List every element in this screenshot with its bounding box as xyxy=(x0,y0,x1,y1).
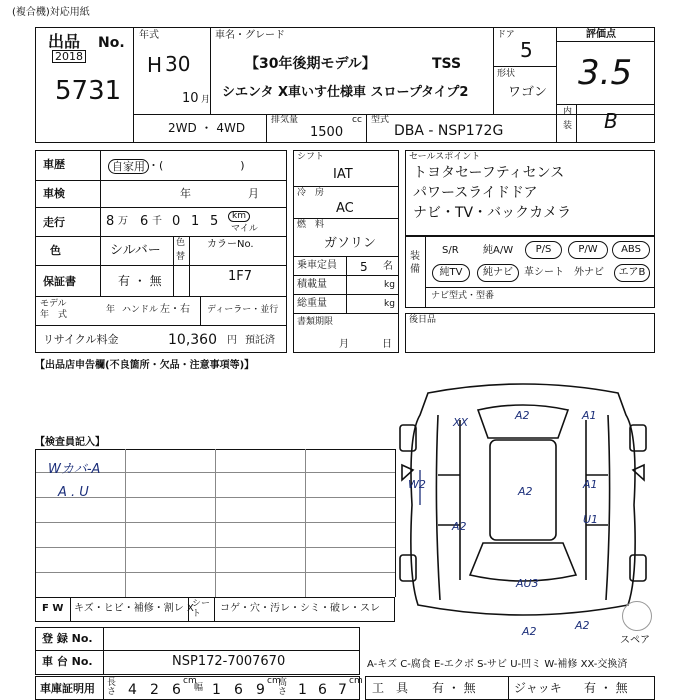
lot-no-label: No. xyxy=(98,35,125,51)
rear-items-box xyxy=(405,313,655,353)
damage-mark: A2 xyxy=(515,409,530,422)
expiry-label: 書類期限 xyxy=(297,317,334,327)
damage-mark: XX xyxy=(453,416,469,429)
mileage-unit-man: 万 xyxy=(118,216,128,227)
model-year-year: 年 xyxy=(106,305,116,315)
shaken-year: 年 xyxy=(180,187,191,200)
year-label: 年式 xyxy=(139,30,159,41)
capacity-label: 乗車定員 xyxy=(297,260,337,271)
year-value: 30 xyxy=(165,52,191,76)
spare-tire-icon xyxy=(622,601,652,631)
jack-label: ジャッキ xyxy=(514,681,562,695)
equip-genuine-tv: 純TV xyxy=(432,264,470,282)
width-digit: 9 xyxy=(256,682,265,698)
handle-value: 左・右 xyxy=(160,304,190,315)
inspector-note: A . U xyxy=(58,485,89,500)
model-label: 車名・グレード xyxy=(215,30,285,41)
spare-label: スペア xyxy=(620,635,650,646)
color-no-value: 1F7 xyxy=(228,269,253,284)
history-paren: ・( ) xyxy=(148,159,245,172)
length-unit: cm xyxy=(183,676,197,686)
damage-mark: A1 xyxy=(583,478,598,491)
lot-number: 5731 xyxy=(55,76,122,106)
sales-point-line: パワースライドドア xyxy=(413,185,538,201)
score-label: 評価点 xyxy=(586,29,616,40)
model-line2: シエンタ X車いす仕様車 スロープタイプ2 xyxy=(222,85,469,100)
sales-points-label: セールスポイント xyxy=(409,152,481,162)
interior-score: B xyxy=(604,109,618,133)
door-label: ドア xyxy=(497,30,515,40)
fuel-label: 燃 料 xyxy=(297,220,325,230)
jack-value: 有 ・ 無 xyxy=(584,681,628,695)
lot-year-badge: 2018 xyxy=(52,50,86,63)
lot-label: 出品 xyxy=(48,32,81,51)
recycle-unit: 円 xyxy=(227,335,237,346)
expiry-day: 日 xyxy=(382,339,392,350)
displacement-value: 1500 xyxy=(310,125,344,140)
tools-value: 有 ・ 無 xyxy=(432,681,476,695)
tools-label: 工 具 xyxy=(372,681,409,695)
year-era: H xyxy=(147,53,163,77)
recycle-value: 10,360 xyxy=(168,332,217,348)
dealer-label: ディーラー・並行 xyxy=(207,305,279,315)
interior-label-b: 装 xyxy=(563,121,573,131)
length-digit: 6 xyxy=(172,682,181,698)
year-month: 10 xyxy=(182,91,199,106)
aircon-label: 冷 房 xyxy=(297,188,325,198)
history-value: 自家用 xyxy=(108,159,149,174)
equip-power-window: P/W xyxy=(568,241,608,259)
recycle-label: リサイクル料金 xyxy=(43,333,119,346)
equip-sunroof: S/R xyxy=(442,245,459,256)
equip-power-steering: P/S xyxy=(525,241,562,259)
width-unit: cm xyxy=(267,676,281,686)
equip-genuine-navi: 純ナビ xyxy=(477,264,519,282)
mileage-digit: 0 xyxy=(172,214,181,229)
seat-defects: コゲ・穴・汚レ・シミ・破レ・スレ xyxy=(220,603,380,614)
height-digit: 7 xyxy=(338,682,347,698)
length-digit: 4 xyxy=(128,682,137,698)
warranty-value: 有 ・ 無 xyxy=(118,274,162,288)
history-label: 車歴 xyxy=(43,158,65,171)
seat-label: シー ト xyxy=(192,599,211,619)
fw-label: F W xyxy=(42,603,64,614)
garage-cert-label: 車庫証明用 xyxy=(40,682,95,695)
shaken-label: 車検 xyxy=(43,187,65,200)
inspector-label: 【検査員記入】 xyxy=(35,437,105,448)
damage-side-note: W2 xyxy=(408,478,426,491)
mileage-unit-sen: 千 xyxy=(152,216,162,227)
damage-mark: AU3 xyxy=(516,577,539,590)
recycle-status: 預託済 xyxy=(245,335,275,346)
shaken-month: 月 xyxy=(248,187,259,200)
width-digit: 6 xyxy=(234,682,243,698)
equip-abs: ABS xyxy=(612,241,650,259)
width-label: 幅 xyxy=(194,683,204,693)
damage-mark: A2 xyxy=(518,485,533,498)
color-value: シルバー xyxy=(110,243,161,258)
load-unit: kg xyxy=(384,280,395,290)
drive-value: 2WD ・ 4WD xyxy=(168,121,246,135)
color-change-a: 色 xyxy=(176,238,186,248)
equip-airbag: エアB xyxy=(614,264,650,282)
damage-mark: U1 xyxy=(583,513,599,526)
height-digit: 1 xyxy=(298,682,307,698)
report-label: 【出品店申告欄(不良箇所・欠品・注意事項等)】 xyxy=(35,360,255,371)
mileage-unit-km: km xyxy=(228,211,250,222)
fw-defects: キズ・ヒビ・補修・割レ X xyxy=(74,603,194,614)
damage-mark: A1 xyxy=(582,409,597,422)
length-label: 長さ xyxy=(107,678,117,697)
sales-point-line: ナビ・TV・バックカメラ xyxy=(413,205,572,221)
color-no-label: カラーNo. xyxy=(207,239,254,250)
load-label: 積載量 xyxy=(297,279,327,290)
model-year-label-b: 年 式 xyxy=(40,310,68,320)
damage-mark: A2 xyxy=(575,619,590,632)
length-digit: 2 xyxy=(150,682,159,698)
equip-aftermarket-navi: 外ナビ xyxy=(574,267,604,278)
inspector-note: Wカバ-A xyxy=(48,462,101,477)
sales-point-line: トヨタセーフティセンス xyxy=(413,165,565,181)
door-value: 5 xyxy=(520,38,533,62)
capacity-unit: 名 xyxy=(383,261,393,272)
registration-label: 登 録 No. xyxy=(42,632,93,645)
fuel-value: ガソリン xyxy=(324,236,377,251)
color-change-b: 替 xyxy=(176,252,186,262)
capacity-value: 5 xyxy=(360,260,368,274)
chassis-label: 車 台 No. xyxy=(42,655,93,668)
handle-label: ハンドル xyxy=(122,305,159,315)
damage-legend: A-キズ C-腐食 E-エクボ S-サビ U-凹ミ W-補修 XX-交換済 xyxy=(367,659,628,670)
model-year-label-a: モデル xyxy=(40,299,67,309)
damage-mark: A2 xyxy=(522,625,537,638)
type-label: 型式 xyxy=(371,115,390,125)
height-digit: 6 xyxy=(318,682,327,698)
shift-value: IAT xyxy=(333,167,353,182)
mileage-digit: 6 xyxy=(140,214,149,229)
mileage-unit-mile: マイル xyxy=(231,224,258,234)
weight-unit: kg xyxy=(384,299,395,309)
aircon-value: AC xyxy=(336,201,354,216)
year-month-unit: 月 xyxy=(201,95,211,105)
navi-model-label: ナビ型式・型番 xyxy=(431,291,495,301)
width-digit: 1 xyxy=(212,682,221,698)
model-line1: 【30年後期モデル】 xyxy=(245,56,376,72)
color-label: 色 xyxy=(50,244,61,257)
damage-mark: A2 xyxy=(452,520,467,533)
warranty-label: 保証書 xyxy=(43,275,76,288)
height-label: 高さ xyxy=(278,678,288,697)
equip-alloy-wheel: 純A/W xyxy=(483,245,514,256)
expiry-month: 月 xyxy=(339,339,349,350)
weight-label: 総重量 xyxy=(297,298,327,309)
height-unit: cm xyxy=(349,676,363,686)
interior-label-a: 内 xyxy=(563,107,573,117)
shift-label: シフト xyxy=(297,152,325,162)
equip-leather-seat: 革シート xyxy=(524,267,564,278)
mileage-digit: 8 xyxy=(106,214,115,229)
score-value: 3.5 xyxy=(578,53,633,93)
chassis-number: NSP172-7007670 xyxy=(172,654,286,669)
displacement-label: 排気量 xyxy=(271,115,299,125)
displacement-unit: cc xyxy=(352,115,362,125)
model-tss: TSS xyxy=(432,56,462,72)
equipment-label: 装備 xyxy=(410,251,420,275)
shape-value: ワゴン xyxy=(508,85,548,100)
shape-label: 形状 xyxy=(497,69,516,79)
form-header-note: (複合機)対応用紙 xyxy=(12,7,90,18)
mileage-digit: 5 xyxy=(210,214,219,229)
rear-items-label: 後日品 xyxy=(409,315,437,325)
mileage-label: 走行 xyxy=(43,216,65,229)
type-value: DBA - NSP172G xyxy=(394,123,504,139)
mileage-digit: 1 xyxy=(191,214,200,229)
